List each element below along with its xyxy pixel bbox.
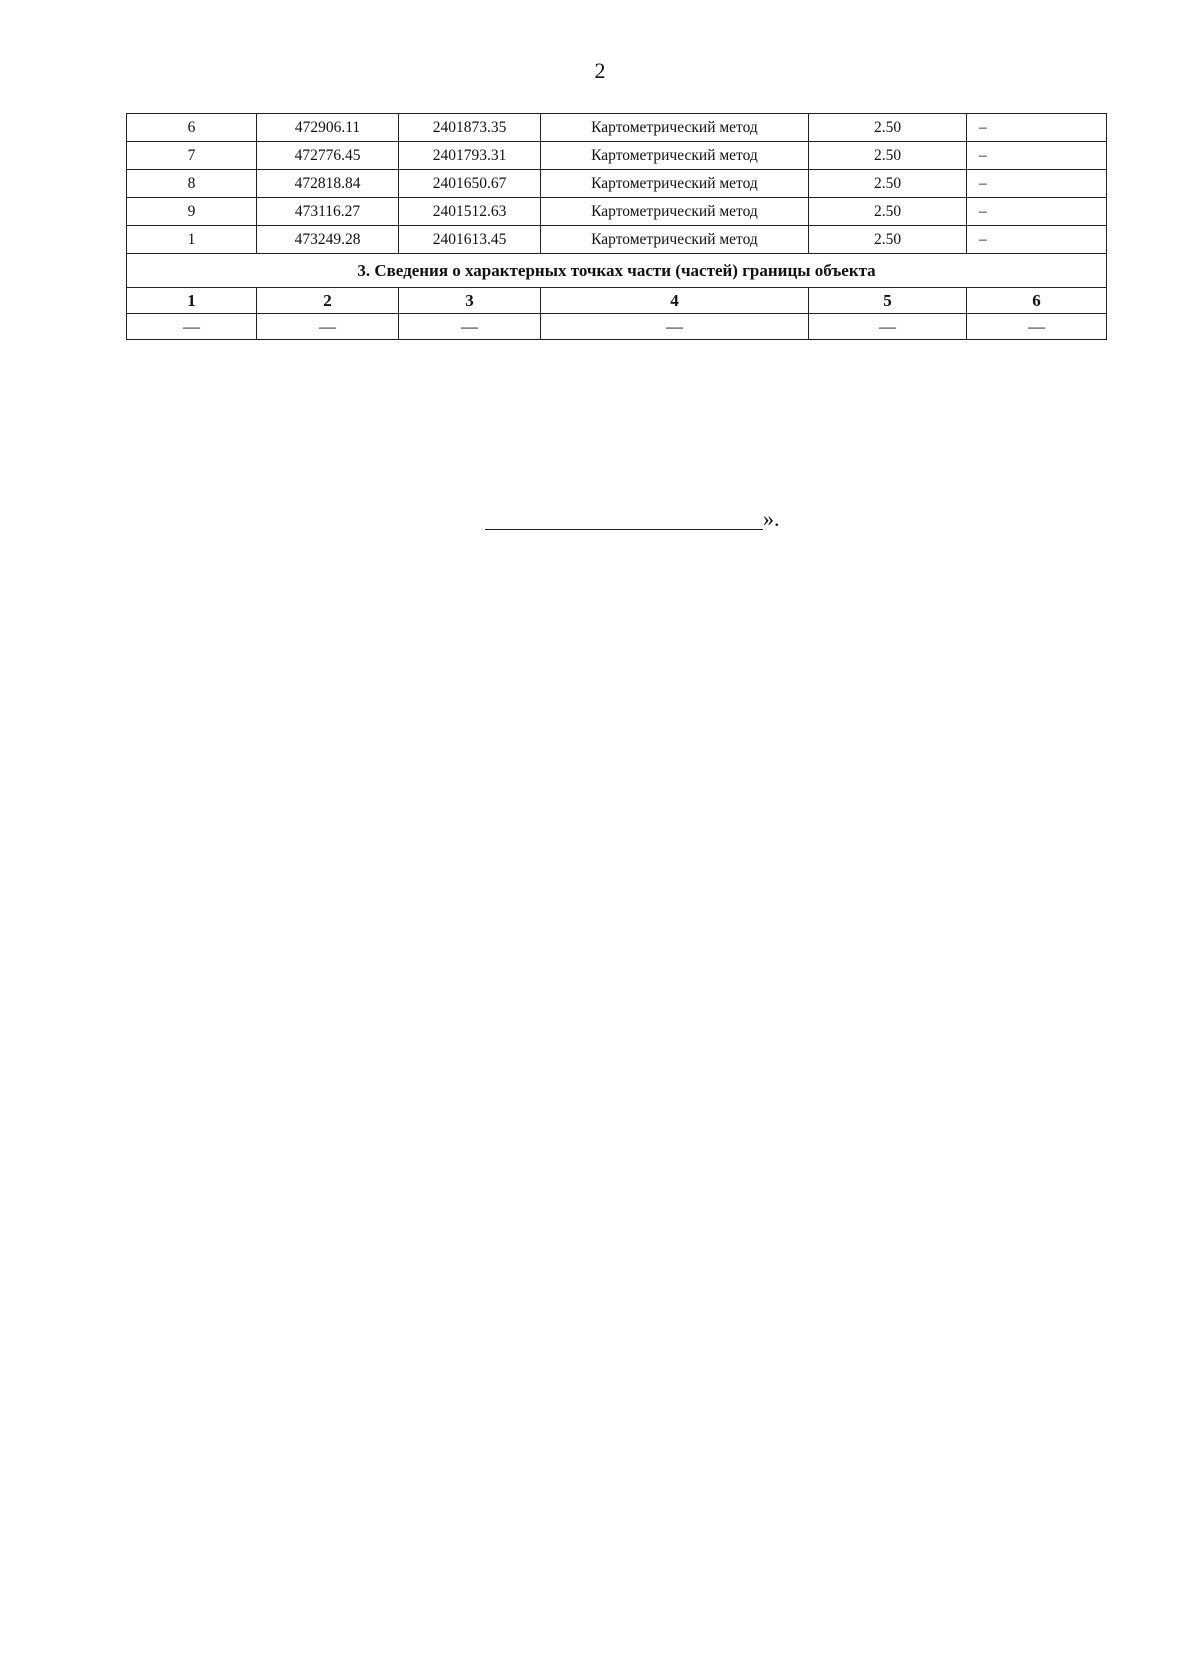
section-title: 3. Сведения о характерных точках части (частей) границы объекта: [127, 254, 1107, 288]
section-header-row: [127, 254, 1107, 288]
signature-underline: [485, 529, 763, 530]
empty-cell: —: [257, 314, 399, 340]
accuracy-value: 2.50: [809, 142, 967, 170]
coordinate-y: 2401650.67: [399, 170, 541, 198]
column-number: 3: [399, 288, 541, 314]
page-number: 2: [594, 58, 606, 83]
point-number: 1: [127, 226, 257, 254]
table-row: [127, 198, 1107, 226]
empty-cell: —: [399, 314, 541, 340]
empty-cell: —: [127, 314, 257, 340]
column-number: 5: [809, 288, 967, 314]
point-number: 6: [127, 114, 257, 142]
accuracy-value: 2.50: [809, 226, 967, 254]
empty-cell: —: [541, 314, 809, 340]
coordinate-y: 2401512.63: [399, 198, 541, 226]
point-note: –: [967, 226, 1107, 254]
coordinate-x: 472906.11: [257, 114, 399, 142]
table-row: [127, 142, 1107, 170]
accuracy-value: 2.50: [809, 114, 967, 142]
empty-cell: —: [809, 314, 967, 340]
point-number: 8: [127, 170, 257, 198]
determination-method: Картометрический метод: [541, 226, 809, 254]
coordinate-y: 2401613.45: [399, 226, 541, 254]
determination-method: Картометрический метод: [541, 142, 809, 170]
column-number-row: [127, 288, 1107, 314]
column-number: 1: [127, 288, 257, 314]
accuracy-value: 2.50: [809, 198, 967, 226]
point-note: –: [967, 170, 1107, 198]
accuracy-value: 2.50: [809, 170, 967, 198]
coordinate-x: 472818.84: [257, 170, 399, 198]
column-number: 2: [257, 288, 399, 314]
empty-cell: —: [967, 314, 1107, 340]
coordinate-x: 472776.45: [257, 142, 399, 170]
column-number: 6: [967, 288, 1107, 314]
empty-data-row: [127, 314, 1107, 340]
determination-method: Картометрический метод: [541, 198, 809, 226]
point-note: –: [967, 142, 1107, 170]
point-note: –: [967, 198, 1107, 226]
column-number: 4: [541, 288, 809, 314]
table-row: [127, 226, 1107, 254]
point-note: –: [967, 114, 1107, 142]
determination-method: Картометрический метод: [541, 170, 809, 198]
boundary-points-table: [126, 113, 1107, 340]
determination-method: Картометрический метод: [541, 114, 809, 142]
point-number: 7: [127, 142, 257, 170]
coordinate-y: 2401873.35: [399, 114, 541, 142]
table-row: [127, 114, 1107, 142]
closing-line: [485, 503, 815, 533]
point-number: 9: [127, 198, 257, 226]
coordinate-y: 2401793.31: [399, 142, 541, 170]
coordinate-x: 473249.28: [257, 226, 399, 254]
closing-quote: ».: [763, 506, 780, 531]
table-row: [127, 170, 1107, 198]
coordinate-x: 473116.27: [257, 198, 399, 226]
